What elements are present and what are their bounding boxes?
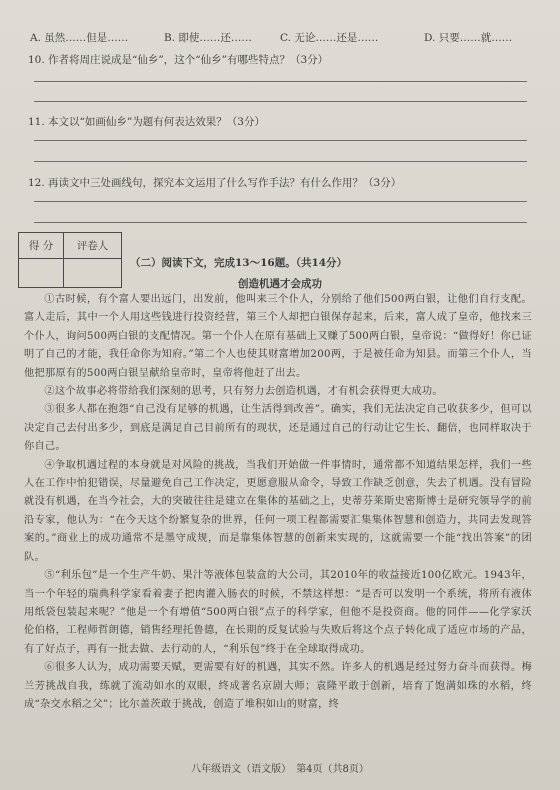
answer-line[interactable]: [34, 140, 527, 141]
answer-line[interactable]: [34, 161, 527, 162]
score-header: 得 分: [19, 233, 64, 259]
option-d: D. 只要……就……: [424, 32, 513, 44]
question-11: 11. 本文以“如画仙乡”为题有何表达效果？（3分）: [28, 116, 265, 128]
paragraph-1: ①古时候，有个富人要出远门，出发前，他叫来三个仆人，分别给了他们500两白银，让他们自行支配。富人走后，其中一个人用这些钱进行投资经营，第三个人却把白银保存起来，后来，富人成了皇帝，他找来三个仆人，询问500两白银的支配情况。第一个仆人在原有基础上又赚了500两白银，皇帝说：“做得好！你已证明了自己的才能，我任命你为知府。”第二个人也使其财富增加200两，于是被任命为知县。而第三个仆人，当他把那原有的500两白银呈献给皇帝时，皇帝将他赶了出去。: [24, 294, 532, 379]
paragraph-6: ⑥很多人认为，成功需要天赋，更需要有好的机遇，其实不然。许多人的机遇是经过努力奋斗而获得。梅兰芳挑战自我，练就了流动如水的双眼，终成著名京剧大师；袁隆平敢于创新，培育了饱满如珠的水稻，终成“杂交水稻之父”；比尔盖茨敢于挑战，创造了堆积如山的财富，终: [24, 662, 532, 710]
section-heading: （二）阅读下文，完成13～16题。（共14分）: [130, 257, 348, 269]
article-body: [24, 291, 532, 714]
question-12: 12. 再读文中三处画线句，探究本文运用了什么写作手法？有什么作用？（3分）: [28, 177, 402, 189]
paragraph-5: ⑤“利乐包”是一个生产牛奶、果汁等液体包装盒的大公司，其2010年的收益接近100亿欧元。1943年，当一个年轻的瑞典科学家看着妻子把肉灌入肠衣的时候，不禁这样想：“是否可以发明一个系统，将所有液体用纸袋包装起来呢？”他是一个有增值“500两白银”点子的科学家，但他不是投资商。他的同伴——化学家沃伦伯格，工程师哲朗德，销售经理托鲁德，在长期的反复试验与失败后将这个点子转化成了适应市场的产品，有了好点子，再有一批去做、去行动的人，“利乐包”终于在全球取得成功。: [24, 570, 532, 655]
answer-line[interactable]: [34, 201, 527, 202]
page-footer: 八年级语文（语文版） 第4页（共8页）: [191, 764, 369, 775]
option-c: C. 无论……还是……: [280, 32, 379, 44]
paragraph-4: ④争取机遇过程的本身就是对风险的挑战，当我们开始做一件事情时，通常都不知道结果怎样，我们一些人在工作中怕犯错误，尽量避免自己工作决定，更愿意服从命令，导致工作缺乏创意，失去了机遇。没有冒险就没有机遇，在当今社会，大的突破往往是建立在集体的基础之上，史蒂芬莱斯史密斯博士是研究领导学的前沿专家，他认为：“在今天这个纷繁复杂的世界，任何一项工程都需要汇集集体智慧和创造力，共同去发现答案的。”商业上的成功通常不是墨守成规，而是靠集体智慧的创新来实现的，这就需要一个能“找出答案”的团队。: [24, 459, 532, 563]
option-a: A. 虽然……但是……: [30, 32, 129, 44]
answer-line[interactable]: [34, 81, 527, 82]
answer-line[interactable]: [34, 101, 527, 102]
question-10: 10. 作者将周庄说成是“仙乡”，这个“仙乡”有哪些特点？（3分）: [28, 54, 329, 66]
article-title: 创造机遇才会成功: [238, 278, 322, 290]
grader-header: 评卷人: [64, 233, 122, 259]
option-b: B. 即使……还……: [164, 32, 252, 44]
paragraph-3: ③很多人都在抱怨“自己没有足够的机遇，让生活得到改善”。确实，我们无法决定自己收获多少，但可以决定自己去付出多少，到底是满足自己目前所有的现状，还是通过自己的行动让它生长、翻倍，也同样取决于你自己。: [24, 404, 532, 453]
answer-line[interactable]: [34, 222, 527, 223]
paragraph-2: ②这个故事必将带给我们深刻的思考，只有努力去创造机遇，才有机会获得更大成功。: [44, 386, 443, 398]
